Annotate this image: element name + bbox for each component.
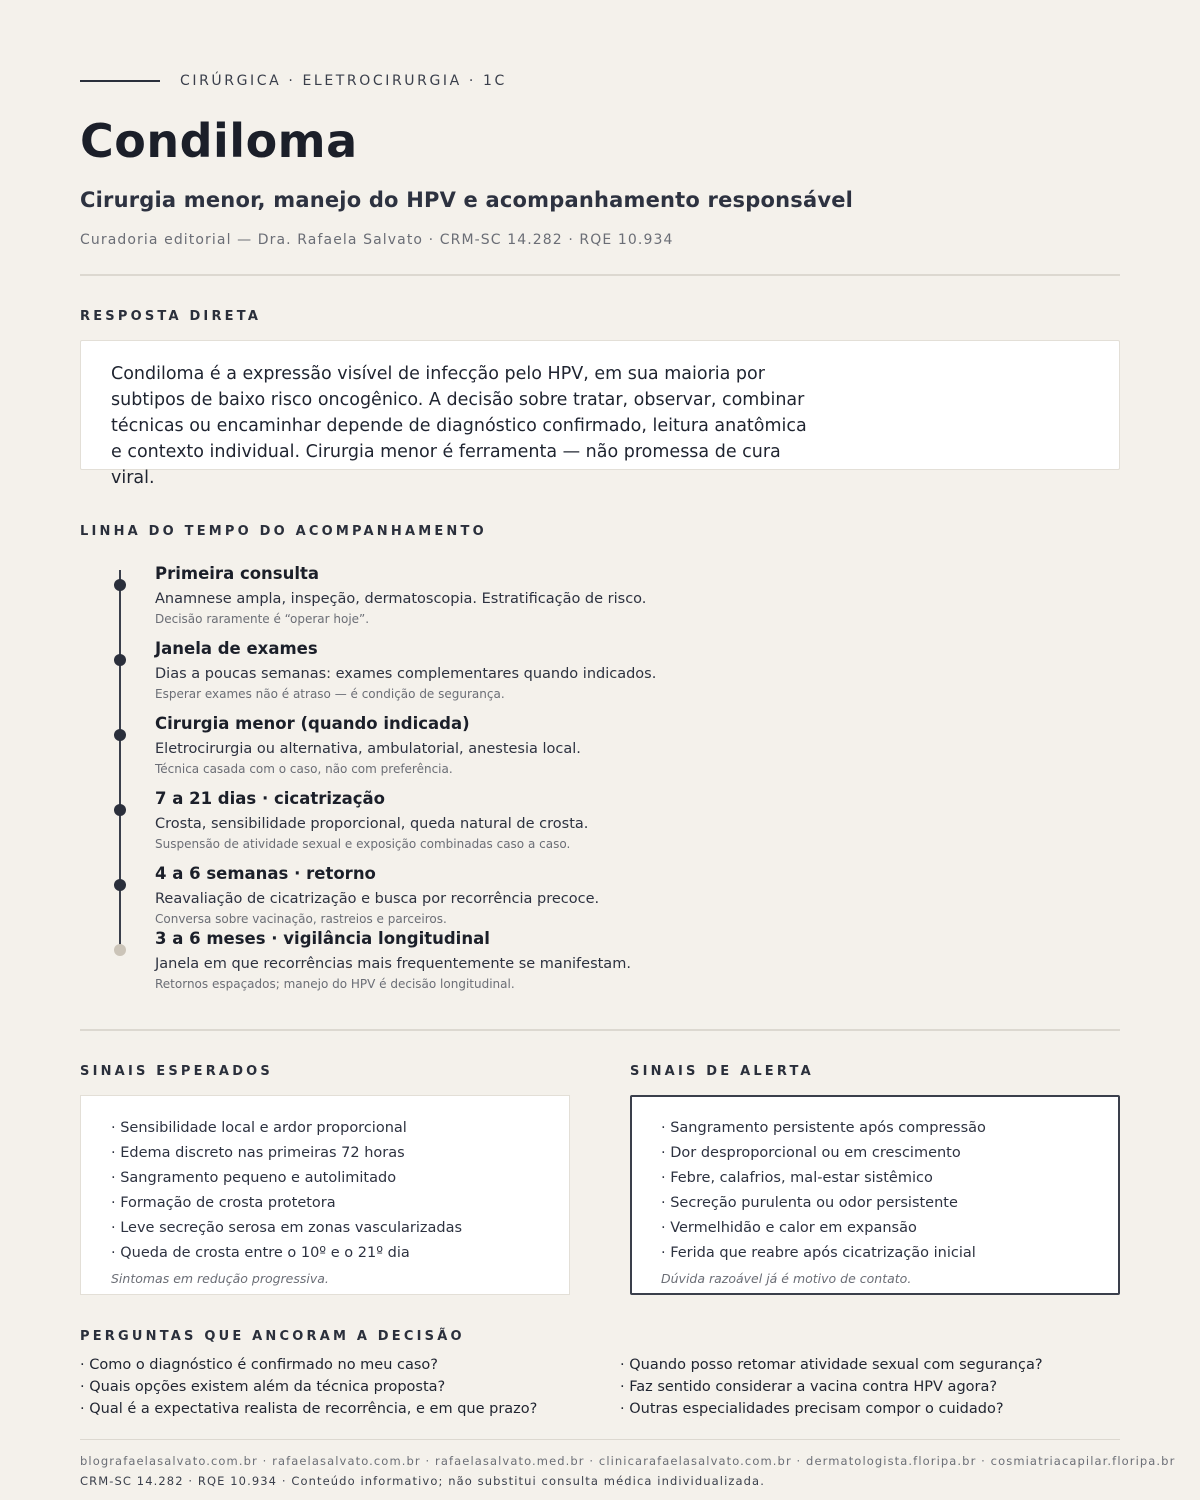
timeline-step-title: Primeira consulta — [155, 564, 320, 583]
alert-signs-card — [630, 1095, 1120, 1295]
expected-signs-label: SINAIS ESPERADOS — [80, 1064, 273, 1079]
timeline-step-note: Suspensão de atividade sexual e exposição combinadas caso a caso. — [155, 837, 571, 851]
timeline-dot — [114, 804, 126, 816]
footer-links: blografaelasalvato.com.br · rafaelasalvato.com.br · rafaelasalvato.med.br · clinicarafaelasalvato.com.br · dermatologista.floripa.br · cosmiatriacapilar.floripa.br — [80, 1454, 1176, 1468]
list-item: · Vermelhidão e calor em expansão — [661, 1220, 917, 1236]
question-item: · Quando posso retomar atividade sexual com segurança? — [620, 1357, 1043, 1373]
page-subtitle: Cirurgia menor, manejo do HPV e acompanhamento responsável — [80, 188, 854, 212]
question-item: · Outras especialidades precisam compor o cuidado? — [620, 1401, 1004, 1417]
timeline-step — [155, 929, 631, 991]
header-divider — [80, 274, 1120, 276]
timeline-label: LINHA DO TEMPO DO ACOMPANHAMENTO — [80, 524, 487, 539]
timeline-step — [155, 714, 581, 776]
direct-answer-box — [80, 340, 1120, 488]
question-item: · Faz sentido considerar a vacina contra HPV agora? — [620, 1379, 998, 1395]
expected-signs-note: Sintomas em redução progressiva. — [111, 1271, 329, 1286]
timeline-step-title: Cirurgia menor (quando indicada) — [155, 714, 470, 733]
timeline-dot — [114, 654, 126, 666]
timeline-step-title: 4 a 6 semanas · retorno — [155, 864, 376, 883]
list-item: · Queda de crosta entre o 10º e o 21º dia — [111, 1245, 410, 1261]
timeline-step-desc: Janela em que recorrências mais frequentemente se manifestam. — [155, 956, 631, 972]
timeline-step-note: Esperar exames não é atraso — é condição de segurança. — [155, 687, 505, 701]
list-item: · Secreção purulenta ou odor persistente — [661, 1195, 958, 1211]
timeline-divider — [80, 1029, 1120, 1031]
timeline-line — [119, 570, 121, 950]
question-item: · Quais opções existem além da técnica proposta? — [80, 1379, 446, 1395]
timeline-step-desc: Anamnese ampla, inspeção, dermatoscopia. Estratificação de risco. — [155, 591, 647, 607]
page-title: Condiloma — [80, 114, 358, 168]
list-item: · Sangramento pequeno e autolimitado — [111, 1170, 397, 1186]
timeline-dot — [114, 579, 126, 591]
timeline-dot — [114, 944, 126, 956]
timeline-step-title: 3 a 6 meses · vigilância longitudinal — [155, 929, 490, 948]
footer-divider — [80, 1439, 1120, 1440]
footer-legal: CRM-SC 14.282 · RQE 10.934 · Conteúdo informativo; não substitui consulta médica individualizada. — [80, 1474, 765, 1488]
list-item: · Leve secreção serosa em zonas vascularizadas — [111, 1220, 463, 1236]
alert-signs-note: Dúvida razoável já é motivo de contato. — [661, 1271, 912, 1286]
question-item: · Como o diagnóstico é confirmado no meu caso? — [80, 1357, 438, 1373]
timeline-step — [155, 564, 646, 626]
timeline-step-desc: Eletrocirurgia ou alternativa, ambulatorial, anestesia local. — [155, 741, 581, 757]
timeline-dot — [114, 729, 126, 741]
follow-up-timeline — [80, 562, 1120, 1002]
decision-questions — [80, 1354, 1120, 1420]
list-item: · Ferida que reabre após cicatrização inicial — [661, 1245, 976, 1261]
category-kicker: CIRÚRGICA · ELETROCIRURGIA · 1C — [180, 73, 507, 89]
list-item: · Edema discreto nas primeiras 72 horas — [111, 1145, 405, 1161]
timeline-step — [155, 639, 656, 701]
questions-left-column — [80, 1354, 620, 1420]
alert-signs-label: SINAIS DE ALERTA — [630, 1064, 814, 1079]
direct-answer-label: RESPOSTA DIRETA — [80, 309, 262, 324]
timeline-step-note: Conversa sobre vacinação, rastreios e parceiros. — [155, 912, 447, 926]
questions-label: PERGUNTAS QUE ANCORAM A DECISÃO — [80, 1329, 465, 1344]
timeline-step-note: Decisão raramente é “operar hoje”. — [155, 612, 370, 626]
list-item: · Formação de crosta protetora — [111, 1195, 336, 1211]
page — [80, 0, 1176, 1500]
expected-signs-card — [80, 1095, 570, 1295]
timeline-step-desc: Crosta, sensibilidade proporcional, queda natural de crosta. — [155, 816, 589, 832]
expected-signs-list — [111, 1116, 539, 1266]
kicker-rule — [80, 80, 160, 82]
timeline-step-note: Retornos espaçados; manejo do HPV é decisão longitudinal. — [155, 977, 515, 991]
kicker-row — [80, 70, 507, 92]
timeline-step-title: 7 a 21 dias · cicatrização — [155, 789, 386, 808]
direct-answer-text: Condiloma é a expressão visível de infecção pelo HPV, em sua maioria por subtipos de baixo risco oncogênico. A decisão sobre tratar, observar, combinar técnicas ou encaminhar depende de diagnóstico confirmado, leitura anatômica e contexto individual. Cirurgia menor é ferramenta — não promessa de cura viral. — [111, 364, 807, 488]
list-item: · Sensibilidade local e ardor proporcional — [111, 1120, 407, 1136]
timeline-step — [155, 789, 588, 851]
list-item: · Dor desproporcional ou em crescimento — [661, 1145, 961, 1161]
curation-credit: Curadoria editorial — Dra. Rafaela Salvato · CRM-SC 14.282 · RQE 10.934 — [80, 232, 674, 248]
timeline-step-desc: Dias a poucas semanas: exames complementares quando indicados. — [155, 666, 657, 682]
timeline-step-desc: Reavaliação de cicatrização e busca por recorrência precoce. — [155, 891, 600, 907]
timeline-step — [155, 864, 599, 926]
questions-right-column — [620, 1354, 1120, 1420]
list-item: · Sangramento persistente após compressão — [661, 1120, 986, 1136]
timeline-step-note: Técnica casada com o caso, não com preferência. — [155, 762, 453, 776]
list-item: · Febre, calafrios, mal-estar sistêmico — [661, 1170, 933, 1186]
timeline-step-title: Janela de exames — [155, 639, 318, 658]
alert-signs-list — [661, 1116, 1089, 1266]
timeline-dot — [114, 879, 126, 891]
question-item: · Qual é a expectativa realista de recorrência, e em que prazo? — [80, 1401, 538, 1417]
